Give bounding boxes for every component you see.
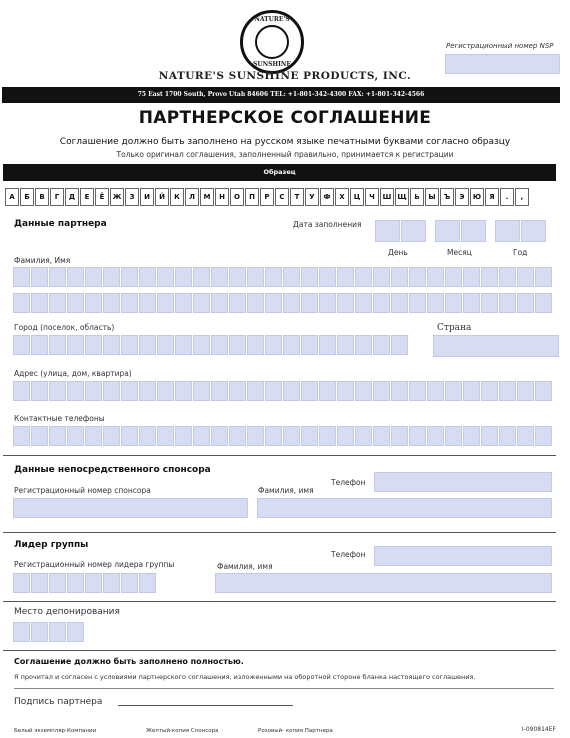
agreement-statement: Я прочитал и согласен с условиями партнерского соглашения, изложенными на оборотной стороне бланка настоящего соглашения. [14,673,476,681]
input-cell[interactable] [31,426,48,446]
copy-pink-label: Розовый- копия Партнера [258,728,333,734]
input-cell[interactable] [175,381,192,401]
phones-cells[interactable] [13,426,553,446]
sample-bar: Образец [3,164,556,181]
input-cell[interactable] [121,426,138,446]
input-cell[interactable] [265,293,282,313]
alphabet-letter: Ю [470,188,484,206]
input-cell[interactable] [85,267,102,287]
input-cell[interactable] [175,426,192,446]
alphabet-letter: Ф [320,188,334,206]
input-cell[interactable] [13,293,30,313]
input-cell[interactable] [85,335,102,355]
input-cell[interactable] [103,573,120,593]
input-cell[interactable] [121,381,138,401]
leader-name-field[interactable] [215,573,552,593]
input-cell[interactable] [85,573,102,593]
input-cell[interactable] [31,573,48,593]
date-cell[interactable] [375,220,400,242]
input-cell[interactable] [67,426,84,446]
company-name: NATURE'S SUNSHINE PRODUCTS, INC. [158,70,412,82]
input-cell[interactable] [31,622,48,642]
input-cell[interactable] [31,293,48,313]
input-cell[interactable] [13,381,30,401]
alphabet-letter: Й [155,188,169,206]
sample-alphabet [5,188,530,206]
input-cell[interactable] [481,293,498,313]
input-cell[interactable] [427,381,444,401]
input-cell[interactable] [121,573,138,593]
input-cell[interactable] [247,267,264,287]
input-cell[interactable] [319,335,336,355]
input-cell[interactable] [337,293,354,313]
input-cell[interactable] [409,293,426,313]
alphabet-letter: З [125,188,139,206]
input-cell[interactable] [517,293,534,313]
form-subtitle-note: Только оригинал соглашения, заполненный правильно, принимается к регистрации [116,150,454,159]
input-cell[interactable] [373,293,390,313]
input-cell[interactable] [157,267,174,287]
input-cell[interactable] [301,267,318,287]
input-cell[interactable] [301,426,318,446]
alphabet-letter: О [230,188,244,206]
alphabet-letter: У [305,188,319,206]
input-cell[interactable] [301,335,318,355]
name-cells-row2[interactable] [13,293,553,313]
input-cell[interactable] [67,622,84,642]
alphabet-letter: Е [80,188,94,206]
input-cell[interactable] [337,335,354,355]
form-subtitle: Соглашение должно быть заполнено на русском языке печатными буквами согласно образцу [59,137,511,147]
input-cell[interactable] [391,335,408,355]
leader-phone-field[interactable] [374,546,552,566]
input-cell[interactable] [301,293,318,313]
address-bar: 75 East 1700 South, Provo Utah 84606 TEL: +1-801-342-4300 FAX: +1-801-342-4566 [2,87,560,103]
input-cell[interactable] [31,381,48,401]
alphabet-letter: Р [260,188,274,206]
input-cell[interactable] [211,335,228,355]
year-label: Год [513,248,528,257]
input-cell[interactable] [67,267,84,287]
input-cell[interactable] [103,426,120,446]
input-cell[interactable] [427,426,444,446]
alphabet-letter: Ц [350,188,364,206]
alphabet-letter: Ш [380,188,394,206]
date-label: Дата заполнения [293,220,362,229]
alphabet-letter: Я [485,188,499,206]
input-cell[interactable] [49,293,66,313]
input-cell[interactable] [373,381,390,401]
input-cell[interactable] [247,426,264,446]
input-cell[interactable] [13,622,30,642]
input-cell[interactable] [463,381,480,401]
date-cell[interactable] [435,220,460,242]
input-cell[interactable] [49,267,66,287]
input-cell[interactable] [139,381,156,401]
input-cell[interactable] [319,381,336,401]
input-cell[interactable] [373,335,390,355]
input-cell[interactable] [13,426,30,446]
alphabet-letter: Н [215,188,229,206]
input-cell[interactable] [31,267,48,287]
input-cell[interactable] [409,381,426,401]
alphabet-letter: М [200,188,214,206]
input-cell[interactable] [67,293,84,313]
input-cell[interactable] [13,335,30,355]
divider [3,601,556,602]
date-cell[interactable] [401,220,426,242]
deposit-label: Место депонирования [14,607,120,617]
input-cell[interactable] [283,267,300,287]
leader-phone-label: Телефон [331,550,366,559]
input-cell[interactable] [67,381,84,401]
date-day-cells[interactable] [375,220,427,242]
input-cell[interactable] [499,267,516,287]
month-label: Месяц [447,248,472,257]
input-cell[interactable] [247,335,264,355]
sponsor-section-title: Данные непосредственного спонсора [14,465,211,475]
input-cell[interactable] [49,381,66,401]
date-cell[interactable] [521,220,546,242]
input-cell[interactable] [427,293,444,313]
input-cell[interactable] [265,335,282,355]
input-cell[interactable] [445,293,462,313]
input-cell[interactable] [391,426,408,446]
signature-line[interactable] [118,705,293,706]
input-cell[interactable] [391,293,408,313]
input-cell[interactable] [409,426,426,446]
form-code: I-090814EF [521,726,556,733]
input-cell[interactable] [301,381,318,401]
input-cell[interactable] [535,293,552,313]
date-month-cells[interactable] [435,220,487,242]
sponsor-name-field[interactable] [257,498,552,518]
logo-text-top: NATURE'S [254,16,290,23]
name-cells-row1[interactable] [13,267,553,287]
input-cell[interactable] [211,426,228,446]
input-cell[interactable] [229,267,246,287]
input-cell[interactable] [211,381,228,401]
input-cell[interactable] [481,426,498,446]
input-cell[interactable] [319,426,336,446]
divider [3,650,556,651]
logo-emblem [255,25,289,59]
input-cell[interactable] [121,267,138,287]
input-cell[interactable] [445,426,462,446]
input-cell[interactable] [193,293,210,313]
input-cell[interactable] [103,335,120,355]
address-cells[interactable] [13,381,553,401]
input-cell[interactable] [535,267,552,287]
input-cell[interactable] [193,335,210,355]
sponsor-phone-label: Телефон [331,478,366,487]
input-cell[interactable] [517,267,534,287]
country-label: Страна [437,323,472,333]
input-cell[interactable] [265,381,282,401]
input-cell[interactable] [355,293,372,313]
input-cell[interactable] [121,293,138,313]
name-label: Фамилия, Имя [14,256,71,265]
leader-section-title: Лидер группы [14,540,89,550]
input-cell[interactable] [247,293,264,313]
input-cell[interactable] [355,267,372,287]
alphabet-letter: Ё [95,188,109,206]
alphabet-letter: Л [185,188,199,206]
copy-white-label: Белый экземпляр-Компании [14,728,97,734]
country-field[interactable] [433,335,559,357]
input-cell[interactable] [103,267,120,287]
alphabet-letter: И [140,188,154,206]
partner-section-title: Данные партнера [14,219,107,229]
input-cell[interactable] [157,293,174,313]
date-year-cells[interactable] [495,220,547,242]
input-cell[interactable] [229,426,246,446]
input-cell[interactable] [175,335,192,355]
input-cell[interactable] [85,293,102,313]
input-cell[interactable] [67,335,84,355]
alphabet-letter: Ъ [440,188,454,206]
input-cell[interactable] [535,381,552,401]
input-cell[interactable] [391,267,408,287]
copy-yellow-label: Желтый-копия Спонсора [146,728,219,734]
input-cell[interactable] [229,335,246,355]
alphabet-letter: Б [20,188,34,206]
input-cell[interactable] [409,267,426,287]
input-cell[interactable] [175,267,192,287]
alphabet-letter: С [275,188,289,206]
date-cell[interactable] [495,220,520,242]
city-label: Город (поселок, область) [14,323,115,332]
input-cell[interactable] [283,426,300,446]
signature-label: Подпись партнера [14,697,103,707]
input-cell[interactable] [481,381,498,401]
alphabet-letter: К [170,188,184,206]
input-cell[interactable] [31,335,48,355]
input-cell[interactable] [175,293,192,313]
date-cell[interactable] [461,220,486,242]
input-cell[interactable] [463,293,480,313]
input-cell[interactable] [157,426,174,446]
alphabet-letter: Ь [410,188,424,206]
alphabet-letter: Д [65,188,79,206]
input-cell[interactable] [49,573,66,593]
input-cell[interactable] [481,267,498,287]
alphabet-letter: П [245,188,259,206]
input-cell[interactable] [85,426,102,446]
input-cell[interactable] [139,426,156,446]
input-cell[interactable] [247,381,264,401]
input-cell[interactable] [337,426,354,446]
leader-reg-label: Регистрационный номер лидера группы [14,560,175,569]
input-cell[interactable] [13,573,30,593]
input-cell[interactable] [391,381,408,401]
input-cell[interactable] [463,426,480,446]
input-cell[interactable] [499,293,516,313]
sponsor-reg-label: Регистрационный номер спонсора [14,486,151,495]
input-cell[interactable] [355,426,372,446]
input-cell[interactable] [139,267,156,287]
divider [14,688,554,689]
alphabet-letter: Ч [365,188,379,206]
input-cell[interactable] [283,381,300,401]
phones-label: Контактные телефоны [14,414,105,423]
leader-reg-cells[interactable] [13,573,157,593]
input-cell[interactable] [49,622,66,642]
company-logo [240,10,304,74]
input-cell[interactable] [337,267,354,287]
input-cell[interactable] [229,381,246,401]
input-cell[interactable] [139,335,156,355]
alphabet-letter: . [500,188,514,206]
alphabet-letter: Э [455,188,469,206]
input-cell[interactable] [157,381,174,401]
input-cell[interactable] [121,335,138,355]
input-cell[interactable] [535,426,552,446]
input-cell[interactable] [265,426,282,446]
alphabet-letter: , [515,188,529,206]
input-cell[interactable] [283,335,300,355]
input-cell[interactable] [463,267,480,287]
alphabet-letter: А [5,188,19,206]
input-cell[interactable] [193,381,210,401]
input-cell[interactable] [229,293,246,313]
input-cell[interactable] [517,426,534,446]
input-cell[interactable] [373,267,390,287]
input-cell[interactable] [445,267,462,287]
input-cell[interactable] [193,426,210,446]
input-cell[interactable] [337,381,354,401]
divider [3,532,556,533]
input-cell[interactable] [355,381,372,401]
input-cell[interactable] [211,293,228,313]
leader-name-label: Фамилия, имя [217,562,273,571]
deposit-cells[interactable] [13,622,85,642]
input-cell[interactable] [265,267,282,287]
day-label: День [388,248,408,257]
sponsor-phone-field[interactable] [374,472,552,492]
alphabet-letter: Т [290,188,304,206]
input-cell[interactable] [67,573,84,593]
input-cell[interactable] [211,267,228,287]
input-cell[interactable] [49,335,66,355]
input-cell[interactable] [139,293,156,313]
alphabet-letter: Ж [110,188,124,206]
logo-text-bottom: SUNSHINE [253,61,291,68]
alphabet-letter: Ы [425,188,439,206]
alphabet-letter: Щ [395,188,409,206]
alphabet-letter: Г [50,188,64,206]
input-cell[interactable] [13,267,30,287]
input-cell[interactable] [517,381,534,401]
alphabet-letter: Х [335,188,349,206]
input-cell[interactable] [499,426,516,446]
sponsor-reg-field[interactable] [13,498,248,518]
input-cell[interactable] [49,426,66,446]
must-fill-notice: Соглашение должно быть заполнено полностью. [14,657,244,666]
input-cell[interactable] [445,381,462,401]
input-cell[interactable] [283,293,300,313]
input-cell[interactable] [157,335,174,355]
city-cells[interactable] [13,335,409,355]
address-label: Адрес (улица, дом, квартира) [14,369,132,378]
input-cell[interactable] [103,293,120,313]
input-cell[interactable] [427,267,444,287]
input-cell[interactable] [193,267,210,287]
input-cell[interactable] [355,335,372,355]
form-title: ПАРТНЕРСКОЕ СОГЛАШЕНИЕ [138,108,432,128]
nsp-reg-number-label: Регистрационный номер NSP [446,42,554,50]
divider [3,455,556,456]
input-cell[interactable] [499,381,516,401]
alphabet-letter: В [35,188,49,206]
input-cell[interactable] [85,381,102,401]
input-cell[interactable] [139,573,156,593]
input-cell[interactable] [319,267,336,287]
input-cell[interactable] [319,293,336,313]
input-cell[interactable] [373,426,390,446]
input-cell[interactable] [103,381,120,401]
sponsor-name-label: Фамилия, имя [258,486,314,495]
